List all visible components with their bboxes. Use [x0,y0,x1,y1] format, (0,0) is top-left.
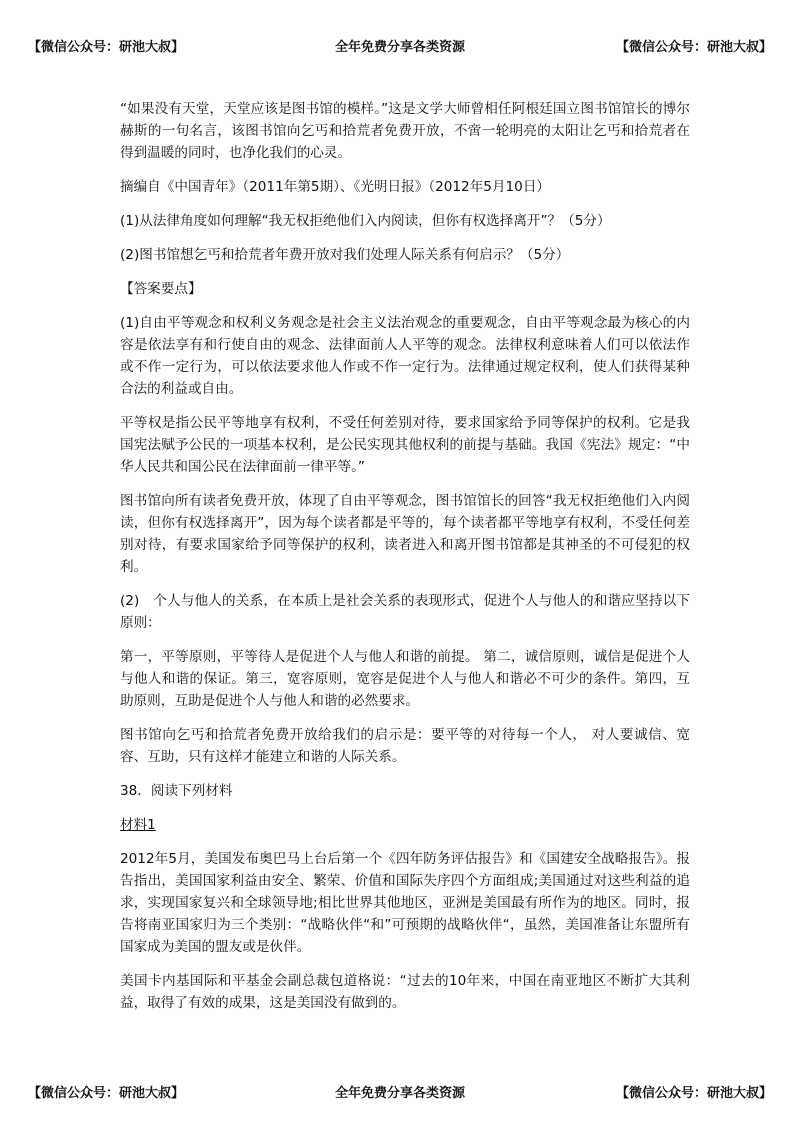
footer-left: 【微信公众号：研池大叔】 [28,1086,185,1101]
answer-paragraph: 第一，平等原则，平等待人是促进个人与他人和谐的前提。 第二，诚信原则，诚信是促进个人与他人和谐的保证。第三，宽容原则，宽容是促进个人与他人和谐必不可少的条件。第四，互助原则，互助是促进个人与他人和谐的必然要求。 [120,649,690,709]
page-footer [28,1082,772,1101]
intro-paragraph: “如果没有天堂，天堂应该是图书馆的模样。”这是文学大师曾相任阿根廷国立图书馆馆长的博尔赫斯的一句名言，该图书馆向乞丐和拾荒者免费开放，不啻一轮明亮的太阳让乞丐和拾荒者在得到温暖的同时，也净化我们的心灵。 [120,101,690,161]
footer-right: 【微信公众号：研池大叔】 [615,1086,772,1101]
source-citation: 摘编自《中国青年》（2011年第5期）、《光明日报》（2012年5月10日） [120,179,551,195]
answer-paragraph: (2) 个人与他人的关系，在本质上是社会关系的表现形式，促进个人与他人的和谐应坚持以下原则： [120,593,690,631]
answer-paragraph: 图书馆向所有读者免费开放，体现了自由平等观念，图书馆馆长的回答“我无权拒绝他们入内阅读，但你有权选择离开”，因为每个读者都是平等的，每个读者都平等地享有权利，不受任何差别对待，有要求国家给予同等保护的权利，读者进入和离开图书馆都是其神圣的不可侵犯的权利。 [120,493,690,575]
footer-center: 全年免费分享各类资源 [334,1086,465,1101]
header-center: 全年免费分享各类资源 [334,40,465,55]
answer-paragraph: 图书馆向乞丐和拾荒者免费开放给我们的启示是：要平等的对待每一个人， 对人要诚信、宽容、互助，只有这样才能建立和谐的人际关系。 [120,727,690,765]
question-1: (1)从法律角度如何理解“我无权拒绝他们入内阅读，但你有权选择离开”？（5分） [120,213,611,229]
header-right: 【微信公众号：研池大叔】 [615,40,772,55]
answer-paragraph: 平等权是指公民平等地享有权利，不受任何差别对待，要求国家给予同等保护的权利。它是我国宪法赋予公民的一项基本权利，是公民实现其他权利的前提与基础。我国《宪法》规定：“中华人民共和国公民在法律面前一律平等。” [120,415,690,475]
question-38: 38．阅读下列材料 [120,783,233,799]
page-header [28,36,772,55]
answer-heading: 【答案要点】 [120,281,202,297]
document-body [120,98,690,1026]
question-2: (2)图书馆想乞丐和拾荒者年费开放对我们处理人际关系有何启示？（5分） [120,247,570,263]
material-paragraph: 美国卡内基国际和平基金会副总裁包道格说：“过去的10年来，中国在南亚地区不断扩大其利益，取得了有效的成果，这是美国没有做到的。 [120,973,690,1011]
answer-paragraph: (1)自由平等观念和权利义务观念是社会主义法治观念的重要观念，自由平等观念最为核心的内容是依法享有和行使自由的观念、法律面前人人平等的观念。法律权利意味着人们可以依法作或不作一定行为，可以依法要求他人作或不作一定行为。法律通过规定权利，使人们获得某种合法的利益或自由。 [120,315,690,397]
header-left: 【微信公众号：研池大叔】 [28,40,185,55]
material-1-label: 材料1 [120,817,156,833]
material-paragraph: 2012年5月，美国发布奥巴马上台后第一个《四年防务评估报告》和《国建安全战略报告》。报告指出，美国国家利益由安全、繁荣、价值和国际失序四个方面组成;美国通过对这些利益的追求，实现国家复兴和全球领导地;相比世界其他地区，亚洲是美国最有所作为的地区。同时，报告将南亚国家归为三个类别：“战略伙伴“和”可预期的战略伙伴“，虽然，美国准备让东盟所有国家成为美国的盟友或是伙伴。 [120,851,690,955]
